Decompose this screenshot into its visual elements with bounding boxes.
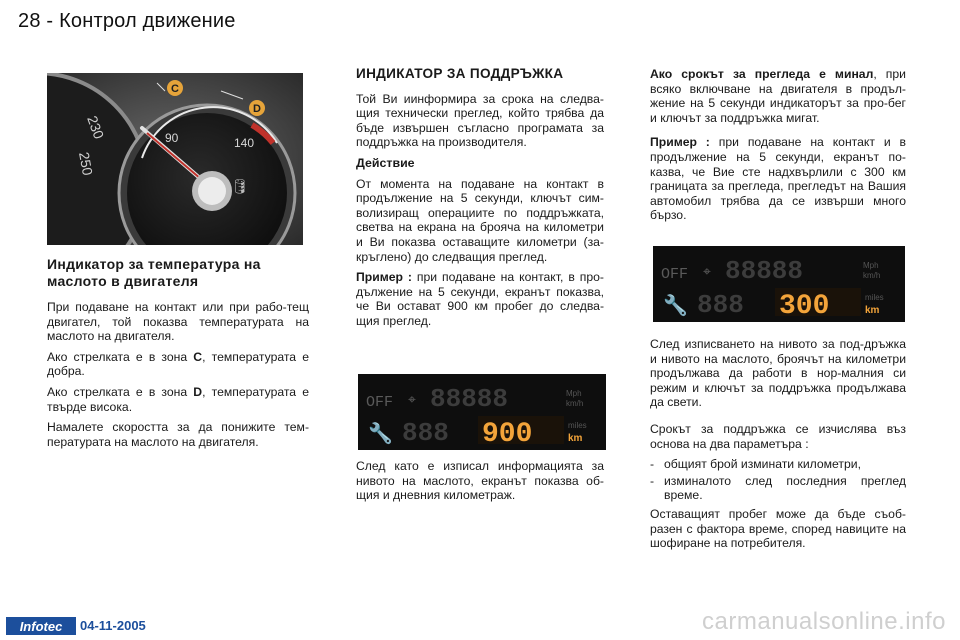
- display-off-label: OFF: [366, 394, 394, 411]
- zone-d-marker: D: [253, 103, 261, 115]
- wrench-icon: 🔧: [663, 293, 688, 317]
- final-note: Оставащият пробег може да бъде съоб-разен с фактора време, според навиците на шофиране на потребителя.: [650, 506, 906, 551]
- odometer-display-300: [653, 246, 905, 322]
- display-dim-digits-top: 88888: [725, 256, 804, 286]
- gauge-mark-140: 140: [234, 136, 255, 150]
- odometer-display-900: [358, 374, 606, 450]
- reset-and-calculation-section: [650, 337, 906, 557]
- oil-level-icon: ⌖: [703, 264, 711, 280]
- display-off-label: OFF: [661, 266, 689, 283]
- wrench-icon: 🔧: [368, 421, 393, 445]
- after-900-text: След като е изписал информацията за нивото на маслото, екранът показва об-щия и дневния километраж.: [356, 459, 604, 503]
- speed-mark-230: 230: [84, 113, 108, 141]
- maintenance-indicator-section: [356, 67, 604, 335]
- reduce-speed-text: Намалете скоростта за да понижите тем-пературата на маслото на двигателя.: [47, 420, 309, 449]
- zone-c-marker: C: [171, 83, 179, 95]
- action-text: От момента на подаване на контакт в продължение на 5 секунди, ключът сим-волизиращ операциите по поддръжката, светва на екрана на брояча на километри и Ви показва оставащите километри (за-кръглено) до следващия преглед.: [356, 176, 604, 264]
- oil-level-icon: ⌖: [408, 392, 416, 408]
- header-separator: -: [46, 10, 54, 32]
- overdue-body: , при всяко включване на двигателя в продъл-жение на 5 секунди индикаторът за про-бег и ключът за поддръжка мигат.: [650, 67, 906, 125]
- overdue-km-digits: 300: [779, 291, 830, 322]
- zone-c-label: C: [193, 349, 203, 364]
- oil-can-icon: 🛢: [231, 179, 249, 195]
- infotec-logo: Infotec: [6, 617, 76, 635]
- oil-temperature-gauge-image: [47, 73, 303, 245]
- watermark: carmanualsonline.info: [702, 608, 946, 635]
- overdue-text: [650, 67, 906, 125]
- zone-c-text-prefix: Ако стрелката е в зона: [47, 349, 194, 364]
- overdue-bold-text: Ако срокът за прегледа е минал: [650, 67, 874, 81]
- display-unit-km: km: [568, 433, 583, 444]
- display-unit-kmh: km/h: [863, 271, 881, 280]
- display-unit-mph: Mph: [863, 261, 879, 270]
- oil-temperature-section: [47, 256, 309, 455]
- speed-mark-250: 250: [76, 150, 96, 177]
- display-unit-miles: miles: [568, 421, 587, 430]
- overdue-section: [650, 67, 906, 229]
- oil-temperature-intro: При подаване на контакт или при рабо-тещ двигател, той показва температурата на маслото на двигателя.: [47, 300, 309, 344]
- display-dim-digits-bottom: 888: [402, 418, 449, 448]
- maintenance-heading: ИНДИКАТОР ЗА ПОДДРЪЖКА: [356, 66, 564, 81]
- zone-c-text-suffix: , температурата е добра.: [47, 349, 309, 379]
- example-label: Пример :: [356, 270, 412, 285]
- page-title: Контрол движение: [59, 10, 236, 32]
- footer-date: 04-11-2005: [80, 618, 146, 633]
- zone-d-text: [47, 385, 309, 414]
- display-unit-mph: Mph: [566, 389, 582, 398]
- page-header: [18, 10, 236, 33]
- after-reset-text: След изписването на нивото за под-дръжка и нивото на маслото, броячът на километри продължава да работи в нор-малния си режим и ключът за поддръжка продължава да свети.: [650, 337, 906, 410]
- remaining-km-digits: 900: [482, 419, 533, 450]
- zone-d-text-suffix: , температурата е твърде висока.: [47, 384, 309, 414]
- zone-d-label: D: [193, 384, 203, 399]
- display-dim-digits-bottom: 888: [697, 290, 744, 320]
- display-dim-digits-top: 88888: [430, 384, 509, 414]
- example-300-label: Пример :: [650, 135, 710, 150]
- example-300-body: при подаване на контакт и в продължение на 5 секунди, екранът по-казва, че Вие сте надхвърлили с 300 км границата за прегледа, прегледът на Вашия автомобил трябва да се извърши много бързо.: [650, 135, 906, 223]
- example-900-text: [356, 270, 604, 328]
- display-unit-kmh: km/h: [566, 399, 584, 408]
- list-item: - общият брой изминати километри,: [650, 457, 906, 472]
- after-900-section: [356, 459, 604, 509]
- display-unit-km: km: [865, 305, 880, 316]
- oil-temperature-heading: Индикатор за температура на маслото в двигателя: [47, 256, 261, 289]
- zone-d-text-prefix: Ако стрелката е в зона: [47, 384, 194, 399]
- gauge-mark-90: 90: [165, 131, 179, 145]
- example-900-body: при подаване на контакт, в про-дължение на 5 секунди, екранът показва, че Ви остават 900 км пробег до следва-щия преглед.: [356, 270, 604, 328]
- calculation-intro: Срокът за поддръжка се изчислява въз основа на два параметъра :: [650, 421, 906, 451]
- display-unit-miles: miles: [865, 293, 884, 302]
- zone-c-text: [47, 350, 309, 379]
- action-heading: Действие: [356, 155, 415, 170]
- parameters-list: [650, 457, 906, 503]
- page-number: 28: [18, 10, 41, 32]
- example-300-text: [650, 135, 906, 223]
- list-item: - изминалото след последния преглед време.: [650, 474, 906, 503]
- maintenance-intro: Той Ви иинформира за срока на следва-щия технически преглед, който трябва да бъде извършен съгласно програмата за поддръжка на производителя.: [356, 91, 604, 150]
